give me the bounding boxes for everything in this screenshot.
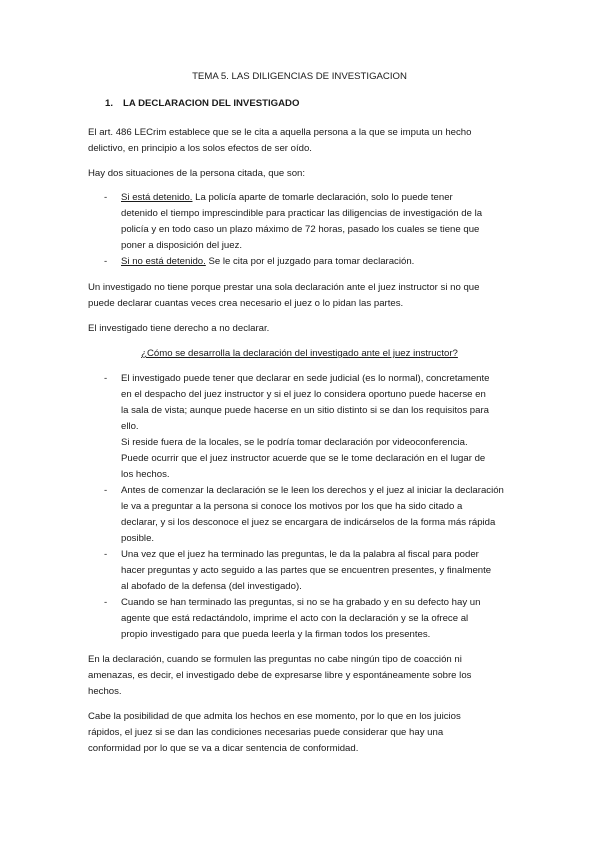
subheading: ¿Cómo se desarrolla la declaración del investigado ante el juez instructor? <box>141 348 458 359</box>
list-bullet: - <box>104 256 108 267</box>
paragraph-line: El art. 486 LECrim establece que se le cita a aquella persona a la que se imputa un hecho <box>88 127 472 138</box>
list-item: Si no está detenido. Se le cita por el juzgado para tomar declaración. <box>121 256 415 267</box>
list-item-line: Antes de comenzar la declaración se le leen los derechos y el juez al iniciar la declaración <box>121 485 504 496</box>
list-bullet: - <box>104 549 108 560</box>
paragraph-line: Cabe la posibilidad de que admita los hechos en ese momento, por lo que en los juicios <box>88 711 461 722</box>
list-item-lead: Si no está detenido. <box>121 256 206 267</box>
list-item-lead: Si está detenido. <box>121 192 193 203</box>
page-title: TEMA 5. LAS DILIGENCIAS DE INVESTIGACION <box>192 71 407 82</box>
list-item-line: policía y en todo caso un plazo máximo de 72 horas, pasado los cuales se tiene que <box>121 224 480 235</box>
list-item-line: detenido el tiempo imprescindible para practicar las diligencias de investigación de la <box>121 208 483 219</box>
list-bullet: - <box>104 597 108 608</box>
list-bullet: - <box>104 485 108 496</box>
list-item: Si está detenido. La policía aparte de tomarle declaración, solo lo puede tener <box>121 192 453 203</box>
paragraph-line: delictivo, en principio a los solos efectos de ser oído. <box>88 143 312 154</box>
list-item-line: posible. <box>121 533 155 544</box>
paragraph-line: hechos. <box>88 686 122 697</box>
list-item-line: propio investigado para que pueda leerla y la firman todos los presentes. <box>121 629 431 640</box>
list-bullet: - <box>104 192 108 203</box>
paragraph-line: conformidad por lo que se va a dicar sentencia de conformidad. <box>88 743 359 754</box>
list-item-line: al abofado de la defensa (del investigado). <box>121 581 302 592</box>
list-item-line: la sala de vista; aunque puede hacerse en un sitio distinto si se dan los requisitos para <box>121 405 489 416</box>
paragraph-line: Un investigado no tiene porque prestar una sola declaración ante el juez instructor si no que <box>88 282 480 293</box>
list-item-line: poner a disposición del juez. <box>121 240 243 251</box>
paragraph-line: amenazas, es decir, el investigado debe de expresarse libre y espontáneamente sobre los <box>88 670 472 681</box>
list-item-line: agente que está redactándolo, imprime el acto con la declaración y se la ofrece al <box>121 613 469 624</box>
paragraph-line: El investigado tiene derecho a no declarar. <box>88 323 270 334</box>
section-number: 1. <box>105 98 114 109</box>
list-item-line: Puede ocurrir que el juez instructor acuerde que se le tome declaración en el lugar de <box>121 453 486 464</box>
list-item-line: El investigado puede tener que declarar en sede judicial (es lo normal), concretamente <box>121 373 490 384</box>
list-item-line: Cuando se han terminado las preguntas, si no se ha grabado y en su defecto hay un <box>121 597 481 608</box>
list-item-line: en el despacho del juez instructor y si el juez lo considera oportuno puede hacerse en <box>121 389 486 400</box>
paragraph-line: puede declarar cuantas veces crea necesario el juez o lo pidan las partes. <box>88 298 404 309</box>
list-item-line: Una vez que el juez ha terminado las preguntas, le da la palabra al fiscal para poder <box>121 549 479 560</box>
section-heading <box>105 97 299 110</box>
list-item-line: los hechos. <box>121 469 170 480</box>
list-item-line: Si reside fuera de la locales, se le podría tomar declaración por videoconferencia. <box>121 437 468 448</box>
paragraph-line: Hay dos situaciones de la persona citada, que son: <box>88 168 306 179</box>
list-item-line: hacer preguntas y acto seguido a las partes que se encuentren presentes, y finalmente <box>121 565 492 576</box>
list-bullet: - <box>104 373 108 384</box>
section-heading-text: LA DECLARACION DEL INVESTIGADO <box>123 98 300 109</box>
paragraph-line: rápidos, el juez si se dan las condiciones necesarias puede considerar que hay una <box>88 727 444 738</box>
list-item-line: le va a preguntar a la persona si conoce los motivos por los que ha sido citado a <box>121 501 463 512</box>
list-item-line: declarar, y si los desconoce el juez se encargara de indicárselos de la forma más rápida <box>121 517 496 528</box>
paragraph-line: En la declaración, cuando se formulen las preguntas no cabe ningún tipo de coacción ni <box>88 654 462 665</box>
list-item-line: ello. <box>121 421 139 432</box>
